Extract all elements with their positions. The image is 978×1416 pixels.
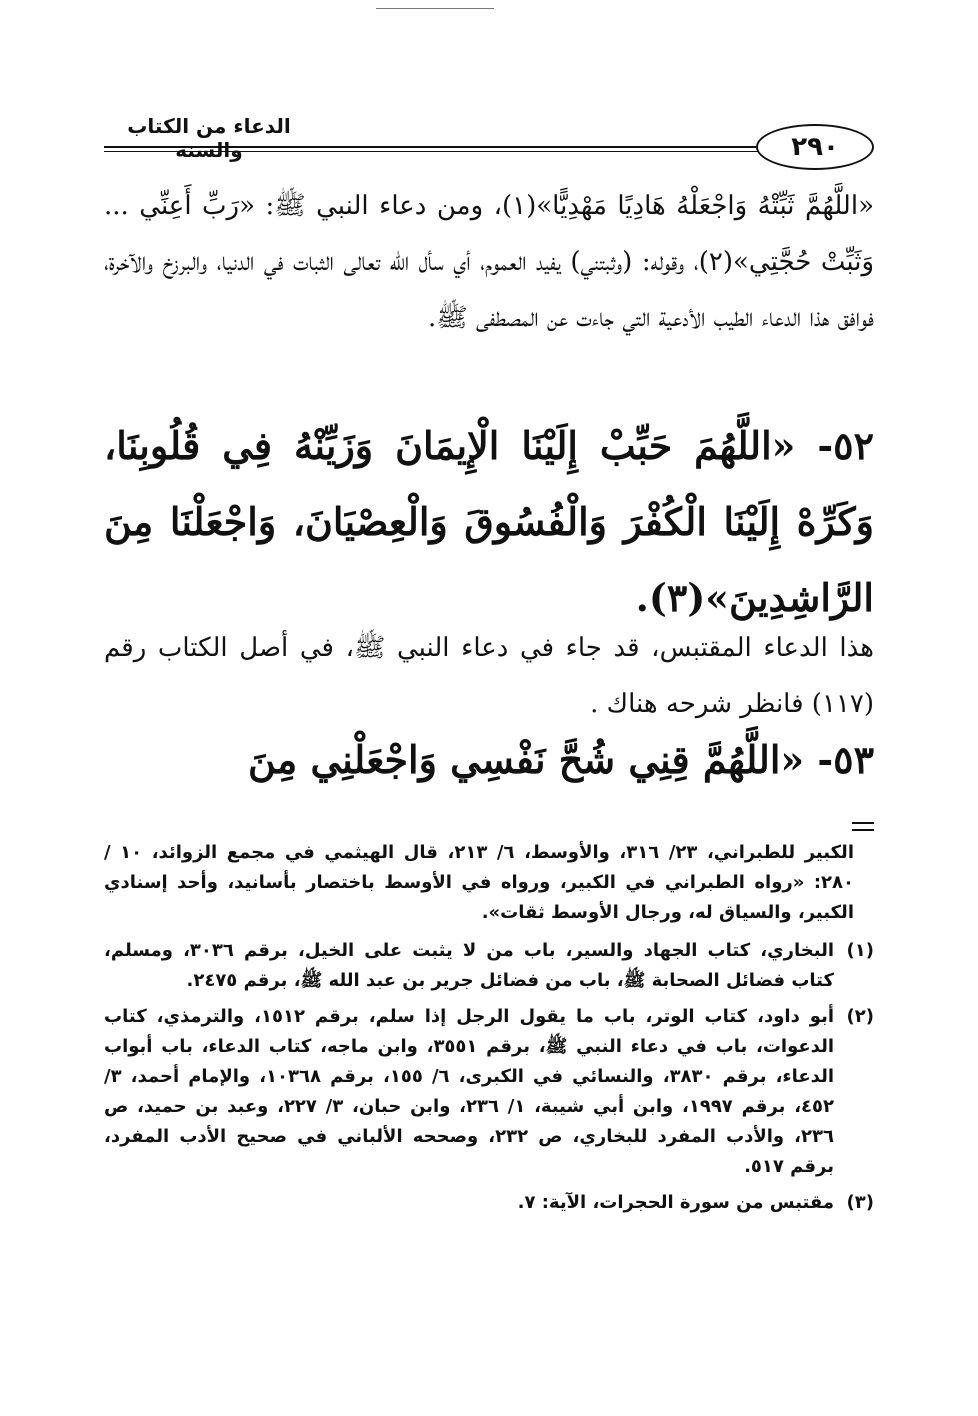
- footnote-separator-second: [852, 829, 874, 831]
- header-rule: [104, 146, 764, 148]
- footnote-text: أبو داود، كتاب الوتر، باب ما يقول الرجل إذا سلم، برقم ١٥١٢، والترمذي، كتاب الدعوات، باب في دعاء النبي ﷺ، برقم ٣٥٥١، وابن ماجه، كتاب الدعاء، باب أبواب الدعاء، برقم ٣٨٣٠، والنسائي في الكبرى، ٦/ ١٥٥، برقم ١٠٣٦٨، والإمام أحمد، ٣/ ٤٥٢، برقم ١٩٩٧، وابن أبي شيبة، ١/ ٢٣٦، وابن حبان، ٣/ ٢٢٧، وعبد بن حميد، ص ٢٣٦، والأدب المفرد للبخاري، ص ٢٣٢، وصححه الألباني في صحيح الأدب المفرد، برقم ٥١٧.: [104, 1006, 834, 1177]
- footnote-text: مقتبس من سورة الحجرات، الآية: ٧.: [517, 1192, 834, 1213]
- header-rule-thin: [104, 151, 764, 152]
- dua-52: ٥٢- «اللَّهُمَ حَبِّبْ إِلَيْنَا الْإِيمَانَ وَزَيِّنْهُ فِي قُلُوبِنَا، وَكَرِّهْ إِلَيْنَا الْكُفْرَ وَالْفُسُوقَ وَالْعِصْيَانَ، وَاجْعَلْنَا مِنَ الرَّاشِدِينَ»(٣).: [104, 423, 874, 620]
- top-rule: [376, 8, 494, 9]
- footnote-1: [104, 936, 874, 996]
- intro-paragraph: «اللَّهُمَّ ثَبِّتْهُ وَاجْعَلْهُ هَادِيًا مَهْدِيًّا»(١)، ومن دعاء النبي ﷺ: «رَبِّ أَعِنِّي ... وَثَبِّتْ حُجَّتِي»(٢)، وقوله: (وثبتني) يفيد العموم، أي سأل الله تعالى الثبات في الدنيا، والبرزخ والآخرة، فوافق هذا الدعاء الطيب الأدعية التي جاءت عن المصطفى ﷺ.: [104, 191, 875, 333]
- footnote-number: (١): [846, 940, 874, 961]
- footnote-number: (٢): [846, 1006, 874, 1027]
- page-number: ٢٩٠: [756, 124, 874, 170]
- footnote-number: (٣): [846, 1192, 874, 1213]
- dua-53: ٥٣- «اللَّهُمَّ قِنِي شُحَّ نَفْسِي وَاجْعَلْنِي مِنَ: [247, 737, 874, 782]
- footnote-2: [104, 1002, 874, 1182]
- explanation-paragraph: هذا الدعاء المقتبس، قد جاء في دعاء النبي ﷺ، في أصل الكتاب رقم (١١٧) فانظر شرحه هناك .: [104, 633, 874, 719]
- footnote-3: [104, 1188, 874, 1218]
- footnotes: [104, 838, 874, 1224]
- page-header: [104, 110, 874, 164]
- footnote-continuation: الكبير للطبراني، ٢٣/ ٣١٦، والأوسط، ٦/ ٢١٣، قال الهيثمي في مجمع الزوائد، ١٠ / ٢٨٠: «رواه الطبراني في الكبير، ورواه في الأوسط باختصار بأسانيد، وأحد إسنادي الكبير، والسياق له، ورجال الأوسط ثقات».: [104, 842, 854, 923]
- footnote-separator: [852, 822, 874, 824]
- running-title: الدعاء من الكتاب والسنة: [127, 114, 291, 162]
- footnote-text: البخاري، كتاب الجهاد والسير، باب من لا يثبت على الخيل، برقم ٣٠٣٦، ومسلم، كتاب فضائل الصحابة ﷺ، باب من فضائل جرير بن عبد الله ﷺ، برقم ٢٤٧٥.: [104, 940, 834, 991]
